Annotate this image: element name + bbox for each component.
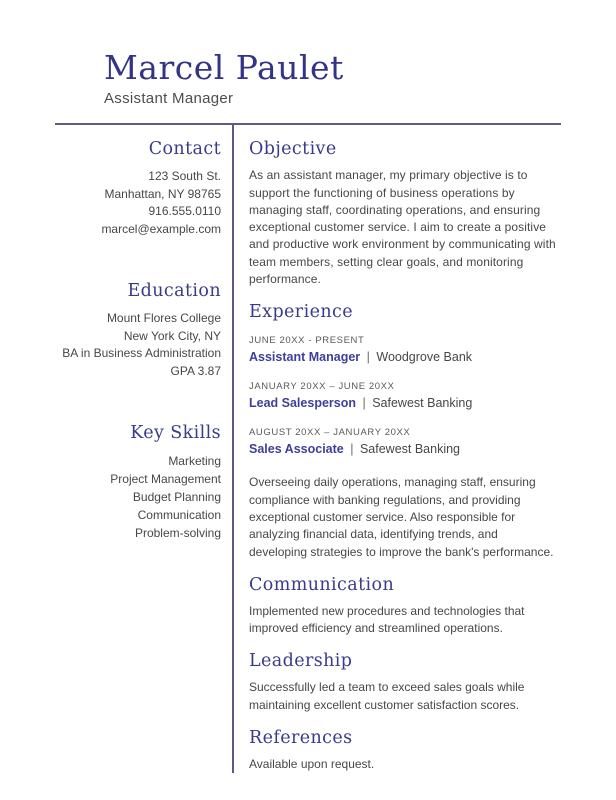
- experience-summary-paragraph: Overseeing daily operations, managing staff, ensuring compliance with banking regulations, and providing exceptional customer service. Also responsible for analyzing financial data, identifying trends, and developing strategies to improve the bank's performance.: [249, 475, 554, 559]
- education-degree: BA in Business Administration: [62, 346, 221, 361]
- skill-item: Problem-solving: [134, 526, 221, 541]
- job-title: Lead Salesperson: [249, 396, 356, 411]
- contact-street: 123 South St.: [148, 169, 221, 184]
- job-company: Safewest Banking: [359, 442, 461, 457]
- leadership-paragraph: Successfully led a team to exceed sales goals while maintaining excellent customer satisfaction scores.: [249, 680, 525, 712]
- references-heading: References: [249, 728, 353, 749]
- main-column: [234, 125, 561, 773]
- job-title-line: [249, 395, 559, 411]
- experience-section: [249, 302, 559, 560]
- key-skills-lines: [55, 452, 221, 542]
- person-job-title: Assistant Manager: [104, 90, 234, 108]
- contact-phone: 916.555.0110: [148, 204, 221, 219]
- skill-item: Budget Planning: [132, 490, 221, 505]
- key-skills-heading: Key Skills: [130, 423, 221, 444]
- leadership-section: [249, 651, 559, 714]
- resume-header: [0, 0, 616, 107]
- job-separator: |: [362, 396, 366, 411]
- communication-heading: Communication: [249, 574, 395, 595]
- job-dates: JUNE 20XX - PRESENT: [249, 335, 365, 347]
- job-title-line: [249, 349, 559, 365]
- job-company: Woodgrove Bank: [376, 350, 473, 365]
- job-dates: AUGUST 20XX – JANUARY 20XX: [249, 427, 411, 439]
- leadership-heading: Leadership: [249, 651, 353, 672]
- person-name: Marcel Paulet: [104, 48, 344, 87]
- job-entry: [249, 334, 559, 365]
- job-entry: [249, 380, 559, 411]
- skill-item: Project Management: [110, 472, 221, 487]
- references-paragraph: Available upon request.: [249, 757, 375, 772]
- skill-item: Communication: [137, 508, 221, 523]
- sidebar-column: [55, 125, 232, 773]
- contact-city: Manhattan, NY 98765: [104, 186, 221, 201]
- education-lines: [55, 310, 221, 380]
- references-section: [249, 728, 559, 773]
- communication-paragraph: Implemented new procedures and technologies that improved efficiency and streamlined operations.: [249, 603, 525, 636]
- job-separator: |: [366, 350, 370, 365]
- job-dates: JANUARY 20XX – JUNE 20XX: [249, 381, 395, 393]
- contact-heading: Contact: [148, 139, 221, 160]
- communication-section: [249, 575, 559, 638]
- skill-item: Marketing: [168, 454, 221, 469]
- resume-columns: [55, 125, 561, 773]
- job-company: Safewest Banking: [372, 396, 473, 411]
- contact-email: marcel@example.com: [101, 221, 221, 236]
- experience-heading: Experience: [249, 302, 353, 323]
- education-heading: Education: [127, 281, 221, 302]
- objective-heading: Objective: [249, 139, 337, 160]
- job-title-line: [249, 441, 559, 457]
- education-gpa: GPA 3.87: [170, 363, 221, 378]
- education-section: [55, 281, 221, 380]
- education-school: Mount Flores College: [106, 311, 221, 326]
- job-separator: |: [350, 442, 354, 457]
- contact-section: [55, 139, 221, 238]
- education-city: New York City, NY: [123, 328, 221, 343]
- job-title: Sales Associate: [249, 442, 344, 457]
- job-entry: [249, 426, 559, 457]
- job-title: Assistant Manager: [249, 350, 361, 365]
- contact-lines: [55, 168, 221, 238]
- objective-paragraph: As an assistant manager, my primary objective is to support the functioning of business operations by managing staff, coordinating operations, and ensuring exceptional customer service. I aim to create a positive and productive work environment by communicating with team members, setting clear goals, and monitoring performance.: [249, 168, 556, 287]
- key-skills-section: [55, 423, 221, 542]
- objective-section: [249, 139, 559, 288]
